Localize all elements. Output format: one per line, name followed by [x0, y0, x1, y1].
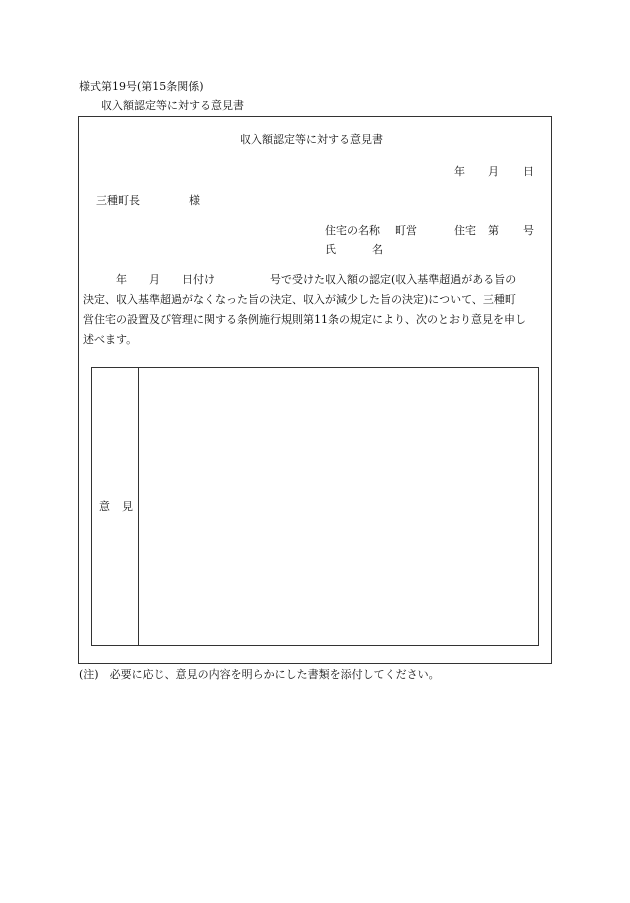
housing-dai-label: 第	[488, 224, 499, 237]
footnote: (注) 必要に応じ、意見の内容を明らかにした書類を添付してください。	[79, 668, 440, 681]
form-subtitle: 収入額認定等に対する意見書	[101, 99, 244, 112]
name-label-first-char: 氏	[325, 243, 336, 256]
body-year-label: 年	[116, 273, 127, 286]
housing-name-label: 住宅の名称	[325, 224, 380, 237]
body-line-1	[83, 270, 550, 290]
name-label-second-char: 名	[372, 243, 383, 256]
body-line-4: 述べます。	[83, 333, 138, 346]
date-month-label: 月	[488, 165, 499, 178]
opinion-label-first-char: 意	[99, 500, 110, 513]
document-title: 収入額認定等に対する意見書	[240, 133, 383, 146]
opinion-divider	[138, 368, 139, 645]
body-paragraph	[83, 270, 550, 350]
body-line-1-rest: 号で受けた収入額の認定(収入基準超過がある旨の	[270, 273, 517, 286]
housing-gou-label: 号	[523, 224, 534, 237]
addressee-honorific: 様	[189, 194, 200, 207]
form-number: 様式第19号(第15条関係)	[79, 80, 204, 93]
body-month-label: 月	[149, 273, 160, 286]
body-dated-label: 日付け	[182, 273, 215, 286]
addressee-name: 三種町長	[96, 194, 140, 207]
body-line-3: 営住宅の設置及び管理に関する条例施行規則第11条の規定により、次のとおり意見を申し	[83, 313, 526, 326]
housing-town-label: 町営	[395, 224, 417, 237]
date-year-label: 年	[454, 165, 465, 178]
body-line-2: 決定、収入基準超過がなくなった旨の決定、収入が減少した旨の決定)について、三種町	[83, 293, 516, 306]
opinion-box	[91, 367, 539, 646]
housing-jutaku-label: 住宅	[454, 224, 476, 237]
opinion-label-second-char: 見	[122, 500, 133, 513]
date-day-label: 日	[523, 165, 534, 178]
